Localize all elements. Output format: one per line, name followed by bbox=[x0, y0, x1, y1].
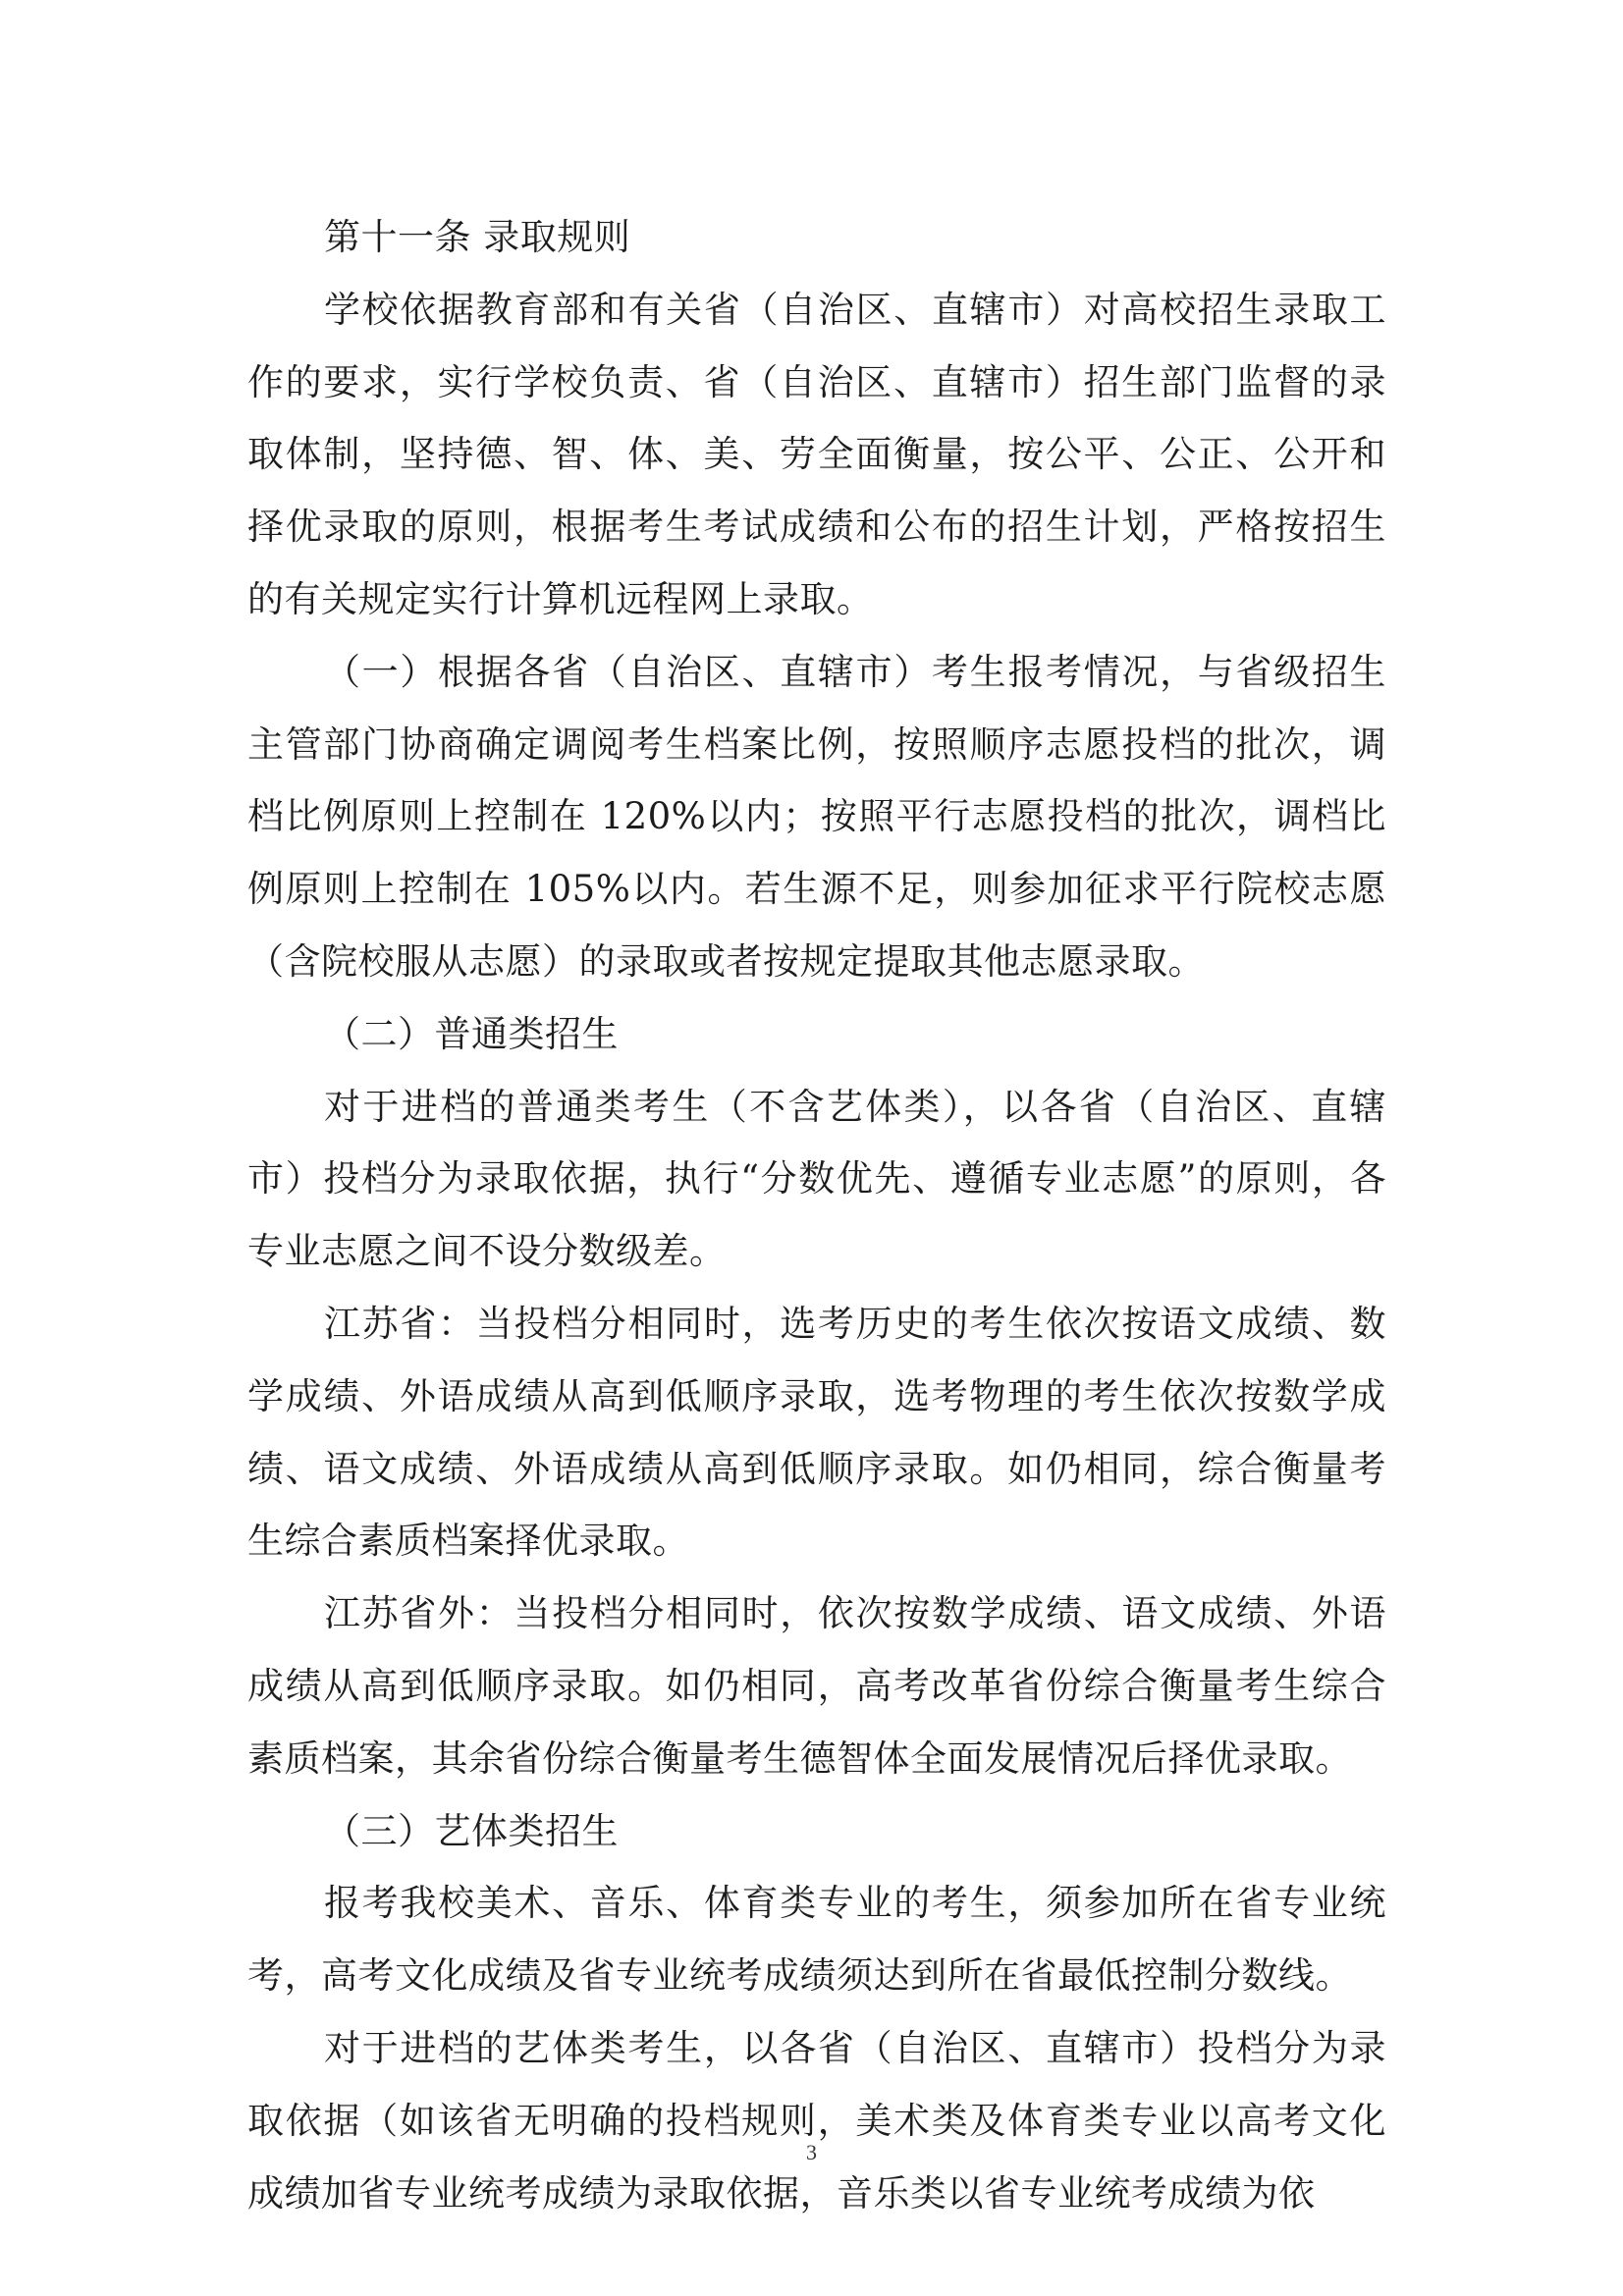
paragraph-arts-requirement: 报考我校美术、音乐、体育类专业的考生，须参加所在省专业统考，高考文化成绩及省专业统考成绩须达到所在省最低控制分数线。 bbox=[247, 1882, 1386, 1998]
page-number: 3 bbox=[806, 2140, 817, 2164]
paragraph-outside-jiangsu: 江苏省外：当投档分相同时，依次按数学成绩、语文成绩、外语成绩从高到低顺序录取。如仍相同，高考改革省份综合衡量考生综合素质档案，其余省份综合衡量考生德智体全面发展情况后择优录取。 bbox=[247, 1592, 1386, 1780]
paragraph-admission-system: 学校依据教育部和有关省（自治区、直辖市）对高校招生录取工作的要求，实行学校负责、省（自治区、直辖市）招生部门监督的录取体制，坚持德、智、体、美、劳全面衡量，按公平、公正、公开和择优录取的原则，根据考生考试成绩和公布的招生计划，严格按招生的有关规定实行计算机远程网上录取。 bbox=[247, 288, 1386, 620]
article-heading: 第十一条 录取规则 bbox=[324, 216, 631, 258]
paragraph-jiangsu: 江苏省：当投档分相同时，选考历史的考生依次按语文成绩、数学成绩、外语成绩从高到低顺序录取，选考物理的考生依次按数学成绩、语文成绩、外语成绩从高到低顺序录取。如仍相同，综合衡量考生综合素质档案择优录取。 bbox=[247, 1302, 1386, 1563]
section-heading-general: （二）普通类招生 bbox=[324, 1012, 619, 1055]
section-heading-arts-sports: （三）艺体类招生 bbox=[324, 1809, 619, 1852]
document-body bbox=[247, 201, 1386, 2229]
paragraph-arts-admission: 对于进档的艺体类考生，以各省（自治区、直辖市）投档分为录取依据（如该省无明确的投档规则，美术类及体育类专业以高考文化成绩加省专业统考成绩为录取依据，音乐类以省专业统考成绩为依 bbox=[247, 2026, 1386, 2215]
paragraph-file-ratio: （一）根据各省（自治区、直辖市）考生报考情况，与省级招生主管部门协商确定调阅考生档案比例，按照顺序志愿投档的批次，调档比例原则上控制在 120%以内；按照平行志愿投档的批次，调档比例原则上控制在 105%以内。若生源不足，则参加征求平行院校志愿（含院校服从志愿）的录取或者按规定提取其他志愿录取。 bbox=[247, 650, 1386, 983]
paragraph-general-rule: 对于进档的普通类考生（不含艺体类），以各省（自治区、直辖市）投档分为录取依据，执行“分数优先、遵循专业志愿”的原则，各专业志愿之间不设分数级差。 bbox=[247, 1085, 1386, 1273]
